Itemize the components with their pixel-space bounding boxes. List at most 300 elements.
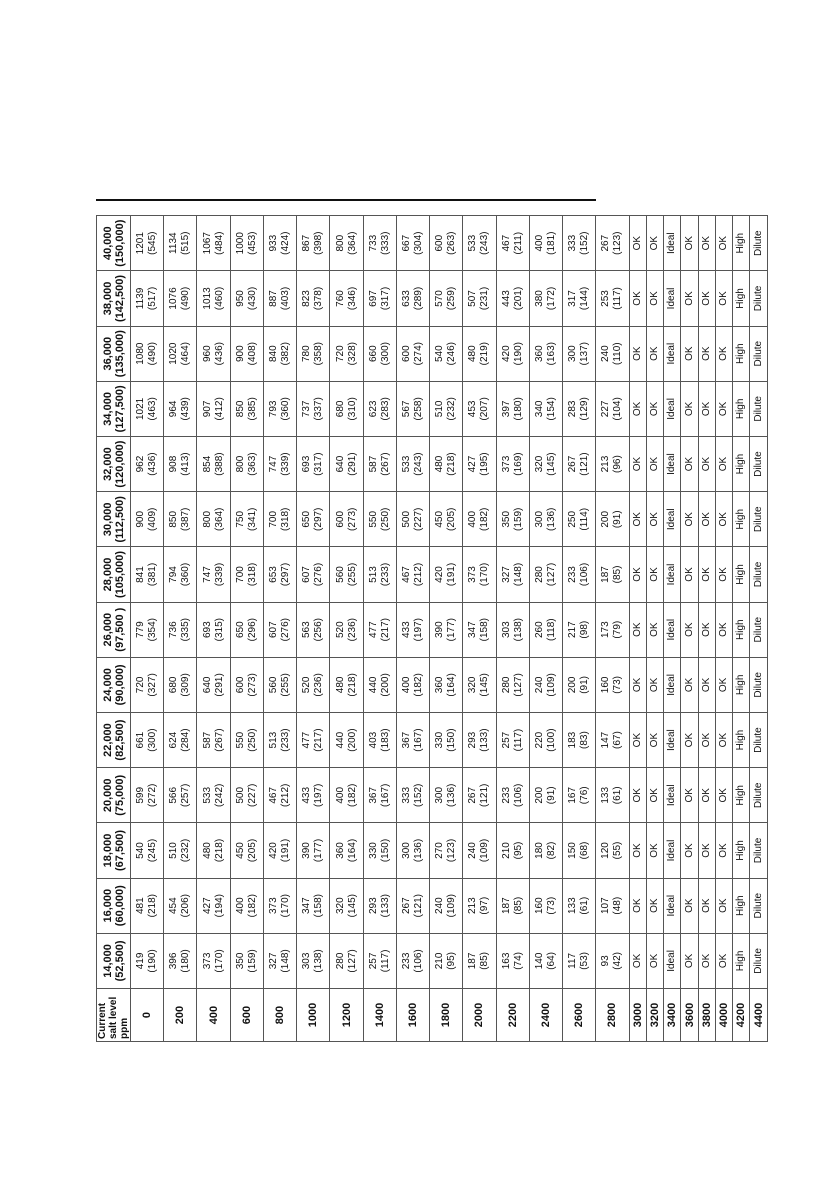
- status-cell: OK: [698, 768, 715, 823]
- cell-pounds: 187: [467, 952, 479, 970]
- cell-kilograms: (148): [512, 562, 524, 587]
- cell-kilograms: (257): [180, 783, 192, 807]
- table-cell: [496, 492, 529, 547]
- cell-kilograms: (144): [579, 286, 591, 311]
- cell-kilograms: (233): [280, 728, 292, 752]
- table-cell: [263, 271, 296, 326]
- status-cell: OK: [698, 712, 715, 767]
- table-cell: [297, 436, 330, 491]
- status-cell: High: [733, 823, 750, 878]
- cell-kilograms: (73): [612, 675, 624, 694]
- status-cell: OK: [715, 436, 732, 491]
- status-cell: OK: [646, 436, 663, 491]
- cell-kilograms: (250): [246, 728, 258, 752]
- cell-pounds: 840: [268, 345, 280, 363]
- cell-pounds: 900: [234, 345, 246, 363]
- table-cell: [263, 823, 296, 878]
- cell-pounds: 1021: [135, 397, 147, 420]
- status-cell: OK: [681, 657, 698, 712]
- table-cell: [430, 933, 463, 988]
- status-cell: Dilute: [750, 602, 768, 657]
- column-gallons: (75,000): [113, 774, 126, 816]
- table-cell: [230, 547, 263, 602]
- status-cell: Dilute: [750, 326, 768, 381]
- cell-pounds: 800: [234, 455, 246, 473]
- table-cell: [131, 823, 164, 878]
- cell-kilograms: (387): [180, 507, 192, 531]
- table-cell: [529, 878, 562, 933]
- cell-kilograms: (190): [512, 341, 524, 366]
- cell-kilograms: (145): [479, 673, 491, 697]
- table-cell: [330, 271, 363, 326]
- table-row: [330, 216, 363, 1042]
- cell-pounds: 233: [400, 952, 412, 970]
- status-cell: OK: [681, 381, 698, 436]
- status-cell: Ideal: [664, 933, 681, 988]
- cell-pounds: 280: [533, 566, 545, 583]
- cell-pounds: 854: [201, 455, 213, 473]
- status-cell: Dilute: [750, 657, 768, 712]
- cell-pounds: 210: [500, 842, 512, 859]
- cell-kilograms: (133): [479, 728, 491, 752]
- cell-pounds: 800: [201, 510, 213, 528]
- cell-pounds: 962: [135, 455, 147, 473]
- corner-header: Current salt level ppm: [97, 989, 131, 1042]
- table-cell: [131, 933, 164, 988]
- table-cell: [330, 492, 363, 547]
- cell-pounds: 327: [500, 566, 512, 583]
- cell-kilograms: (154): [545, 397, 557, 421]
- cell-kilograms: (194): [213, 894, 225, 918]
- cell-kilograms: (123): [446, 838, 458, 863]
- status-cell: OK: [715, 271, 732, 326]
- table-cell: [463, 602, 496, 657]
- cell-kilograms: (354): [147, 618, 159, 642]
- cell-kilograms: (150): [379, 838, 391, 863]
- table-cell: [230, 492, 263, 547]
- table-cell: [297, 933, 330, 988]
- table-cell: [230, 768, 263, 823]
- status-cell: Dilute: [750, 823, 768, 878]
- table-cell: [596, 381, 629, 436]
- column-gallons: (105,000): [113, 550, 126, 599]
- column-ppm: 32,000: [101, 447, 114, 481]
- cell-pounds: 303: [500, 621, 512, 639]
- cell-kilograms: (109): [545, 673, 557, 697]
- salt-dosage-table: [96, 215, 768, 1042]
- cell-pounds: 360: [434, 676, 446, 694]
- cell-kilograms: (180): [512, 397, 524, 421]
- cell-kilograms: (127): [545, 562, 557, 587]
- status-cell: Ideal: [664, 768, 681, 823]
- table-cell: [563, 712, 596, 767]
- table-cell: [463, 436, 496, 491]
- cell-pounds: 93: [600, 955, 612, 967]
- table-cell: [430, 436, 463, 491]
- cell-pounds: 1000: [234, 232, 246, 255]
- cell-kilograms: (191): [280, 838, 292, 863]
- table-row: [230, 216, 263, 1042]
- cell-pounds: 180: [533, 842, 545, 859]
- cell-pounds: 823: [301, 290, 313, 307]
- table-cell: [363, 547, 396, 602]
- table-cell: [330, 436, 363, 491]
- cell-kilograms: (218): [446, 452, 458, 476]
- cell-kilograms: (212): [280, 783, 292, 807]
- status-cell: OK: [698, 547, 715, 602]
- table-cell: [363, 381, 396, 436]
- table-cell: [297, 547, 330, 602]
- row-salt-level: 1000: [297, 989, 330, 1042]
- cell-kilograms: (164): [446, 673, 458, 697]
- cell-pounds: 433: [301, 786, 313, 804]
- cell-pounds: 167: [567, 786, 579, 804]
- status-cell: Ideal: [664, 381, 681, 436]
- status-cell: Ideal: [664, 657, 681, 712]
- cell-pounds: 400: [334, 786, 346, 804]
- table-cell: [529, 547, 562, 602]
- cell-pounds: 587: [367, 455, 379, 473]
- table-cell: [330, 657, 363, 712]
- cell-pounds: 220: [533, 731, 545, 749]
- cell-pounds: 1013: [201, 287, 213, 310]
- cell-pounds: 320: [533, 455, 545, 473]
- table-cell: [529, 326, 562, 381]
- table-cell: [396, 436, 429, 491]
- column-header: [97, 547, 131, 602]
- cell-kilograms: (250): [379, 507, 391, 531]
- status-cell: OK: [698, 381, 715, 436]
- table-cell: [197, 381, 230, 436]
- status-cell: OK: [698, 602, 715, 657]
- status-cell: OK: [629, 823, 646, 878]
- table-cell: [263, 381, 296, 436]
- cell-pounds: 680: [334, 400, 346, 418]
- table-cell: [430, 878, 463, 933]
- cell-kilograms: (490): [180, 286, 192, 311]
- cell-kilograms: (201): [512, 286, 524, 311]
- column-header: [97, 712, 131, 767]
- cell-kilograms: (177): [446, 618, 458, 642]
- table-cell: [529, 492, 562, 547]
- cell-pounds: 140: [533, 952, 545, 970]
- row-salt-level: 600: [230, 989, 263, 1042]
- cell-kilograms: (289): [412, 286, 424, 311]
- cell-kilograms: (100): [545, 728, 557, 752]
- table-cell: [396, 878, 429, 933]
- cell-pounds: 563: [301, 621, 313, 639]
- cell-kilograms: (242): [213, 783, 225, 807]
- cell-pounds: 200: [533, 786, 545, 804]
- table-cell: [164, 878, 197, 933]
- cell-pounds: 907: [201, 400, 213, 418]
- cell-kilograms: (106): [412, 949, 424, 973]
- cell-pounds: 510: [168, 842, 180, 859]
- row-salt-level: 2400: [529, 989, 562, 1042]
- cell-pounds: 850: [234, 400, 246, 418]
- cell-pounds: 367: [400, 731, 412, 749]
- table-cell: [496, 216, 529, 271]
- table-cell: [131, 381, 164, 436]
- cell-kilograms: (104): [612, 397, 624, 421]
- cell-kilograms: (327): [147, 673, 159, 697]
- cell-kilograms: (339): [213, 562, 225, 587]
- table-cell: [164, 712, 197, 767]
- table-cell: [396, 547, 429, 602]
- cell-pounds: 1080: [135, 342, 147, 365]
- cell-kilograms: (256): [313, 618, 325, 642]
- cell-pounds: 303: [301, 952, 313, 970]
- table-row: [733, 216, 750, 1042]
- table-cell: [529, 436, 562, 491]
- cell-kilograms: (158): [313, 894, 325, 918]
- cell-pounds: 390: [301, 842, 313, 859]
- cell-kilograms: (91): [612, 510, 624, 529]
- status-cell: OK: [698, 271, 715, 326]
- cell-kilograms: (273): [346, 507, 358, 531]
- table-cell: [197, 768, 230, 823]
- table-cell: [164, 768, 197, 823]
- cell-kilograms: (206): [180, 894, 192, 918]
- row-salt-level: 1600: [396, 989, 429, 1042]
- cell-kilograms: (159): [512, 507, 524, 531]
- cell-kilograms: (170): [213, 949, 225, 973]
- status-cell: OK: [681, 271, 698, 326]
- cell-pounds: 507: [467, 290, 479, 307]
- cell-pounds: 600: [400, 345, 412, 363]
- cell-pounds: 160: [600, 676, 612, 694]
- cell-kilograms: (85): [479, 952, 491, 970]
- status-cell: OK: [715, 657, 732, 712]
- table-row: [363, 216, 396, 1042]
- column-gallons: (142,500): [113, 274, 126, 323]
- cell-kilograms: (337): [313, 397, 325, 421]
- cell-pounds: 440: [367, 676, 379, 694]
- cell-kilograms: (137): [579, 341, 591, 366]
- table-cell: [197, 492, 230, 547]
- status-cell: Dilute: [750, 878, 768, 933]
- status-cell: High: [733, 933, 750, 988]
- cell-pounds: 373: [268, 897, 280, 915]
- status-cell: OK: [646, 602, 663, 657]
- cell-kilograms: (159): [246, 949, 258, 973]
- cell-pounds: 227: [600, 400, 612, 418]
- cell-kilograms: (453): [246, 231, 258, 255]
- cell-kilograms: (82): [545, 841, 557, 860]
- cell-pounds: 736: [168, 621, 180, 639]
- status-cell: OK: [646, 768, 663, 823]
- status-cell: High: [733, 712, 750, 767]
- cell-pounds: 213: [467, 897, 479, 915]
- table-row: [131, 216, 164, 1042]
- table-cell: [596, 547, 629, 602]
- cell-pounds: 396: [168, 952, 180, 970]
- cell-pounds: 347: [301, 897, 313, 915]
- table-cell: [496, 271, 529, 326]
- status-cell: OK: [698, 326, 715, 381]
- table-cell: [363, 326, 396, 381]
- table-cell: [263, 933, 296, 988]
- cell-kilograms: (328): [346, 341, 358, 366]
- column-ppm: 36,000: [101, 336, 114, 371]
- status-cell: OK: [629, 878, 646, 933]
- table-cell: [430, 492, 463, 547]
- cell-pounds: 780: [301, 345, 313, 363]
- cell-pounds: 253: [600, 290, 612, 307]
- table-cell: [330, 712, 363, 767]
- status-cell: Ideal: [664, 823, 681, 878]
- table-cell: [363, 712, 396, 767]
- column-header: [97, 768, 131, 823]
- status-cell: OK: [681, 492, 698, 547]
- cell-pounds: 747: [201, 566, 213, 583]
- status-cell: OK: [715, 933, 732, 988]
- cell-pounds: 480: [434, 455, 446, 473]
- cell-pounds: 400: [533, 234, 545, 252]
- row-salt-level: 3400: [664, 989, 681, 1042]
- cell-pounds: 163: [500, 952, 512, 970]
- cell-kilograms: (243): [412, 452, 424, 476]
- table-row: [750, 216, 768, 1042]
- cell-pounds: 373: [201, 952, 213, 970]
- status-cell: OK: [646, 492, 663, 547]
- status-cell: OK: [629, 326, 646, 381]
- cell-kilograms: (95): [512, 841, 524, 860]
- table-cell: [197, 933, 230, 988]
- table-cell: [263, 878, 296, 933]
- cell-pounds: 633: [400, 290, 412, 307]
- table-cell: [463, 657, 496, 712]
- cell-pounds: 300: [567, 345, 579, 363]
- cell-pounds: 347: [467, 621, 479, 639]
- cell-kilograms: (136): [412, 838, 424, 863]
- status-cell: OK: [681, 602, 698, 657]
- cell-kilograms: (346): [346, 286, 358, 311]
- cell-kilograms: (409): [147, 507, 159, 531]
- table-cell: [164, 547, 197, 602]
- cell-kilograms: (408): [246, 341, 258, 366]
- table-cell: [330, 547, 363, 602]
- cell-pounds: 183: [567, 731, 579, 749]
- table-cell: [563, 381, 596, 436]
- table-cell: [330, 381, 363, 436]
- table-cell: [529, 602, 562, 657]
- cell-pounds: 908: [168, 455, 180, 473]
- cell-pounds: 733: [367, 234, 379, 252]
- cell-pounds: 650: [234, 621, 246, 639]
- table-cell: [363, 933, 396, 988]
- table-cell: [230, 712, 263, 767]
- table-cell: [496, 823, 529, 878]
- cell-pounds: 480: [201, 842, 213, 859]
- cell-kilograms: (48): [612, 896, 624, 915]
- table-cell: [563, 547, 596, 602]
- cell-kilograms: (195): [479, 452, 491, 476]
- row-salt-level: 3600: [681, 989, 698, 1042]
- table-cell: [230, 933, 263, 988]
- table-cell: [596, 326, 629, 381]
- table-cell: [563, 768, 596, 823]
- table-cell: [396, 326, 429, 381]
- cell-kilograms: (430): [246, 286, 258, 311]
- table-row: [715, 216, 732, 1042]
- cell-pounds: 481: [135, 897, 147, 915]
- status-cell: Ideal: [664, 602, 681, 657]
- table-cell: [496, 657, 529, 712]
- cell-pounds: 250: [567, 510, 579, 528]
- table-cell: [396, 657, 429, 712]
- cell-kilograms: (110): [612, 342, 624, 365]
- table-cell: [263, 768, 296, 823]
- cell-pounds: 453: [467, 400, 479, 418]
- cell-kilograms: (114): [579, 507, 591, 531]
- table-cell: [463, 712, 496, 767]
- cell-pounds: 550: [234, 731, 246, 749]
- table-cell: [197, 878, 230, 933]
- cell-kilograms: (127): [512, 673, 524, 697]
- cell-kilograms: (67): [612, 731, 624, 749]
- table-header-row: [97, 216, 131, 1042]
- cell-kilograms: (291): [346, 452, 358, 476]
- table-cell: [164, 216, 197, 271]
- status-cell: OK: [629, 492, 646, 547]
- cell-pounds: 867: [301, 234, 313, 252]
- table-cell: [330, 768, 363, 823]
- cell-pounds: 560: [268, 676, 280, 694]
- cell-kilograms: (118): [545, 618, 557, 641]
- cell-pounds: 380: [533, 290, 545, 307]
- cell-pounds: 540: [135, 842, 147, 859]
- status-cell: OK: [698, 216, 715, 271]
- cell-kilograms: (163): [545, 341, 557, 366]
- cell-kilograms: (106): [512, 783, 524, 807]
- table-cell: [297, 326, 330, 381]
- status-cell: OK: [646, 381, 663, 436]
- table-row: [646, 216, 663, 1042]
- cell-kilograms: (117): [612, 287, 624, 310]
- cell-kilograms: (121): [479, 783, 491, 807]
- cell-kilograms: (243): [479, 231, 491, 255]
- cell-pounds: 403: [367, 731, 379, 749]
- status-cell: OK: [715, 216, 732, 271]
- cell-pounds: 1134: [168, 232, 180, 254]
- table-cell: [496, 381, 529, 436]
- table-cell: [230, 381, 263, 436]
- table-cell: [396, 271, 429, 326]
- table-cell: [563, 492, 596, 547]
- cell-pounds: 427: [201, 897, 213, 915]
- cell-pounds: 477: [367, 621, 379, 639]
- table-cell: [430, 712, 463, 767]
- status-cell: Dilute: [750, 436, 768, 491]
- cell-pounds: 213: [600, 455, 612, 473]
- table-cell: [496, 878, 529, 933]
- cell-kilograms: (74): [512, 952, 524, 970]
- cell-kilograms: (297): [313, 507, 325, 531]
- table-cell: [164, 492, 197, 547]
- table-cell: [263, 602, 296, 657]
- table-cell: [596, 436, 629, 491]
- cell-kilograms: (138): [313, 949, 325, 973]
- cell-pounds: 600: [434, 234, 446, 252]
- cell-kilograms: (378): [313, 286, 325, 311]
- status-cell: Dilute: [750, 492, 768, 547]
- status-cell: OK: [629, 657, 646, 712]
- table-row: [496, 216, 529, 1042]
- cell-kilograms: (182): [246, 894, 258, 918]
- table-cell: [131, 878, 164, 933]
- cell-kilograms: (382): [280, 341, 292, 366]
